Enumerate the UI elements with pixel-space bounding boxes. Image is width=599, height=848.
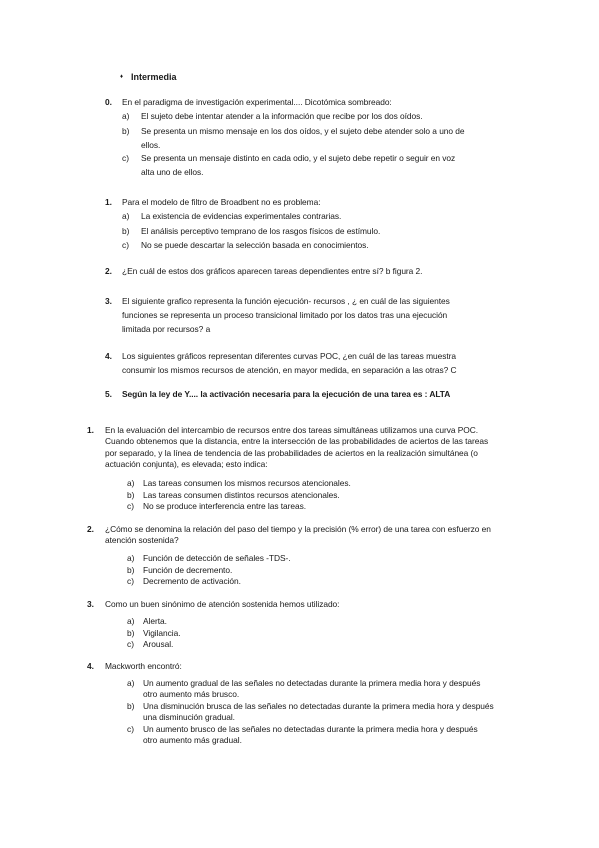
option-text: Función de detección de señales -TDS-. [143,553,291,563]
question-text: Según la ley de Y.... la activación necesaria para la ejecución de una tarea es : ALTA [122,389,451,399]
option-text: Decremento de activación. [143,576,241,586]
option-letter: c) [122,153,129,163]
option-letter: c) [127,576,134,586]
question-number: 1. [105,197,112,207]
option-text: otro aumento más brusco. [143,689,240,700]
option-text: ellos. [141,139,161,150]
option-text: No se produce interferencia entre las tareas. [143,501,307,511]
question-number: 4. [87,661,94,671]
option-text: Un aumento brusco de las señales no detectadas durante la primera media hora y después [143,724,478,734]
option-letter: c) [127,724,134,734]
option-letter: a) [127,553,135,563]
option-letter: b) [127,627,135,638]
option-letter: c) [122,239,129,250]
option-letter: a) [127,478,135,488]
option-text: Una disminución brusca de las señales no detectadas durante la primera media hora y después [143,701,494,711]
question-number: 5. [105,389,112,399]
question-text: funciones se representa un proceso transicional limitado por los datos tras una ejecución [122,310,448,320]
question-text: El siguiente grafico representa la función ejecución- recursos , ¿ en cuál de las siguientes [122,296,450,306]
option-letter: b) [127,701,135,711]
question-text: En el paradigma de investigación experimental.... Dicotómica sombreado: [122,97,392,107]
question-text: atención sostenida? [105,535,179,546]
option-letter: a) [122,211,130,221]
option-text: Vigilancia. [143,627,181,638]
question-text: En la evaluación del intercambio de recursos entre dos tareas simultáneas utilizamos una curva POC. [105,425,479,435]
option-letter: a) [127,678,135,688]
question-number: 4. [105,351,112,361]
option-letter: b) [127,489,135,500]
question-number: 3. [87,599,94,609]
option-text: No se puede descartar la selección basada en conocimientos. [141,239,369,250]
question-text: ¿Cómo se denomina la relación del paso del tiempo y la precisión (% error) de una tarea con esfuerzo en [105,524,491,534]
question-text: Cuando obtenemos que la distancia, entre la intersección de las probabilidades de aciertos de las tareas [105,436,489,447]
question-number: 0. [105,97,112,107]
option-letter: a) [127,616,135,626]
option-letter: a) [122,111,130,121]
option-letter: b) [122,125,130,136]
option-text: El sujeto debe intentar atender a la información que recibe por los dos oídos. [141,111,423,121]
question-text: ¿En cuál de estos dos gráficos aparecen tareas dependientes entre sí? b figura 2. [122,266,423,276]
option-text: una disminución gradual. [143,712,235,723]
question-number: 1. [87,425,94,435]
option-text: Las tareas consumen los mismos recursos atencionales. [143,478,351,488]
question-text: Como un buen sinónimo de atención sostenida hemos utilizado: [105,599,340,609]
option-letter: b) [122,225,130,236]
section-heading: Intermedia [131,72,177,82]
question-text: Los siguientes gráficos representan diferentes curvas POC, ¿en cuál de las tareas muestra [122,351,456,361]
question-text: limitada por recursos? a [122,324,211,334]
option-text: Un aumento gradual de las señales no detectadas durante la primera media hora y después [143,678,481,688]
option-text: otro aumento más gradual. [143,735,242,746]
option-letter: b) [127,564,135,575]
option-text: El análisis perceptivo temprano de los rasgos físicos de estímulo. [141,225,381,236]
question-text: consumir los mismos recursos de atención, en mayor medida, en separación a las otras? C [122,365,457,375]
option-text: Arousal. [143,639,174,649]
question-number: 3. [105,296,112,306]
question-text: Mackworth encontró: [105,661,182,671]
option-text: alta uno de ellos. [141,167,204,177]
question-number: 2. [87,524,94,534]
question-text: actuación conjunta), es elevada; esto indica: [105,458,268,469]
option-text: Alerta. [143,616,167,626]
question-number: 2. [105,266,112,276]
heading-bullet: ♦ [120,74,124,80]
option-text: Las tareas consumen distintos recursos atencionales. [143,489,340,500]
option-letter: c) [127,639,134,649]
question-text: por separado, y la línea de tendencia de las probabilidades de aciertos en la realización simultánea (o [105,447,478,458]
option-text: Se presenta un mensaje distinto en cada odio, y el sujeto debe repetir o seguir en voz [141,153,456,163]
question-text: Para el modelo de filtro de Broadbent no es problema: [122,197,321,207]
option-text: Función de decremento. [143,564,233,575]
option-letter: c) [127,501,134,511]
option-text: Se presenta un mismo mensaje en los dos oídos, y el sujeto debe atender solo a uno de [141,125,465,136]
option-text: La existencia de evidencias experimentales contrarias. [141,211,342,221]
